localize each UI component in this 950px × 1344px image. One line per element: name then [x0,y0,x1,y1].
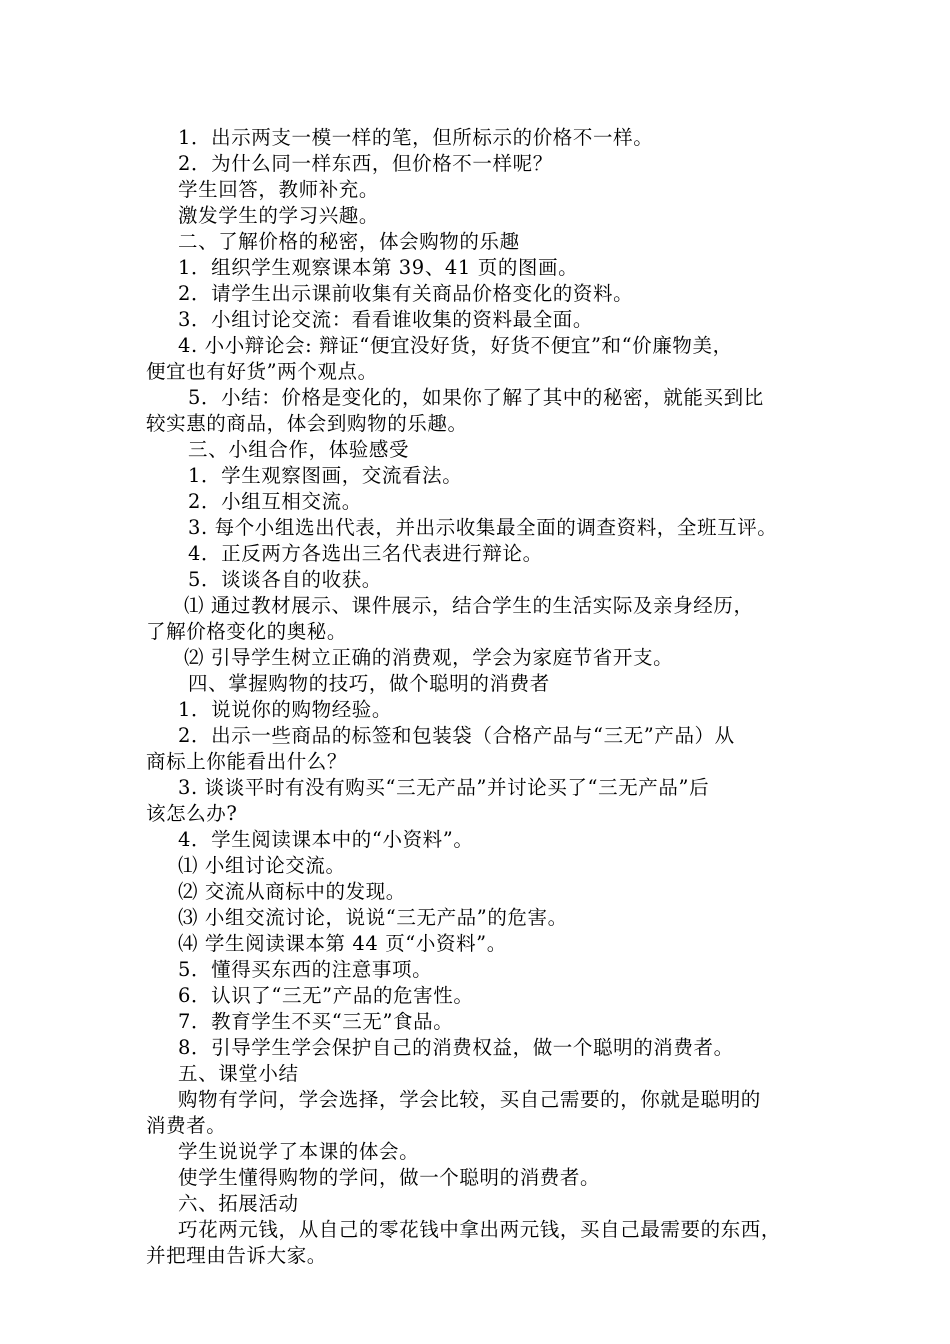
text-line: 巧花两元钱，从自己的零花钱中拿出两元钱，买自己最需要的东西， [178,1218,782,1241]
text-line: 5．谈谈各自的收获。 [188,568,382,591]
text-line: ⑴ 小组讨论交流。 [178,854,346,877]
text-line: 并把理由告诉大家。 [146,1244,327,1267]
text-line: 便宜也有好货”两个观点。 [146,360,378,383]
section-heading: 二、了解价格的秘密，体会购物的乐趣 [178,230,520,253]
text-line: 8．引导学生学会保护自己的消费权益，做一个聪明的消费者。 [178,1036,734,1059]
text-line: 消费者。 [146,1114,227,1137]
text-line: 3．小组讨论交流：看看谁收集的资料最全面。 [178,308,594,331]
section-heading: 六、拓展活动 [178,1192,299,1215]
text-line: 较实惠的商品，体会到购物的乐趣。 [146,412,468,435]
text-line: 3. 每个小组选出代表，并出示收集最全面的调查资料，全班互评。 [188,516,778,539]
text-line: 了解价格变化的奥秘。 [146,620,348,643]
text-line: ⑵ 交流从商标中的发现。 [178,880,406,903]
text-line: 激发学生的学习兴趣。 [178,204,380,227]
text-line: 6．认识了“三无”产品的危害性。 [178,984,474,1007]
text-line: 4．学生阅读课本中的“小资料”。 [178,828,474,851]
text-line: 4. 小小辩论会: 辩证“便宜没好货，好货不便宜”和“价廉物美， [178,334,733,357]
section-heading: 五、课堂小结 [178,1062,299,1085]
text-line: 5．懂得买东西的注意事项。 [178,958,433,981]
text-line: 3. 谈谈平时有没有购买“三无产品”并讨论买了“三无产品”后 [178,776,710,799]
text-line: 7．教育学生不买“三无”食品。 [178,1010,454,1033]
text-line: 1．学生观察图画，交流看法。 [188,464,463,487]
text-line: 学生说说学了本课的体会。 [178,1140,420,1163]
section-heading: 四、掌握购物的技巧，做个聪明的消费者 [188,672,550,695]
text-line: 2．小组互相交流。 [188,490,362,513]
section-heading: 三、小组合作，体验感受 [188,438,410,461]
text-line: 该怎么办? [146,802,238,825]
text-line: 1．出示两支一模一样的笔，但所标示的价格不一样。 [178,126,654,149]
text-line: 2．请学生出示课前收集有关商品价格变化的资料。 [178,282,634,305]
text-line: ⑴ 通过教材展示、课件展示，结合学生的生活实际及亲身经历， [184,594,754,617]
text-line: ⑵ 引导学生树立正确的消费观，学会为家庭节省开支。 [184,646,674,669]
text-line: 4．正反两方各选出三名代表进行辩论。 [188,542,543,565]
text-line: 学生回答，教师补充。 [178,178,380,201]
text-line: 2．出示一些商品的标签和包装袋（合格产品与“三无”产品）从 [178,724,735,747]
text-line: 使学生懂得购物的学问，做一个聪明的消费者。 [178,1166,601,1189]
text-line: 1．说说你的购物经验。 [178,698,393,721]
text-line: 1．组织学生观察课本第 39、41 页的图画。 [178,256,579,279]
text-line: 购物有学问，学会选择，学会比较，买自己需要的，你就是聪明的 [178,1088,761,1111]
text-line: 5．小结：价格是变化的，如果你了解了其中的秘密，就能买到比 [188,386,764,409]
text-line: ⑶ 小组交流讨论，说说“三无产品”的危害。 [178,906,568,929]
text-line: ⑷ 学生阅读课本第 44 页“小资料”。 [178,932,507,955]
text-line: 2．为什么同一样东西，但价格不一样呢？ [178,152,553,175]
text-line: 商标上你能看出什么？ [146,750,348,773]
